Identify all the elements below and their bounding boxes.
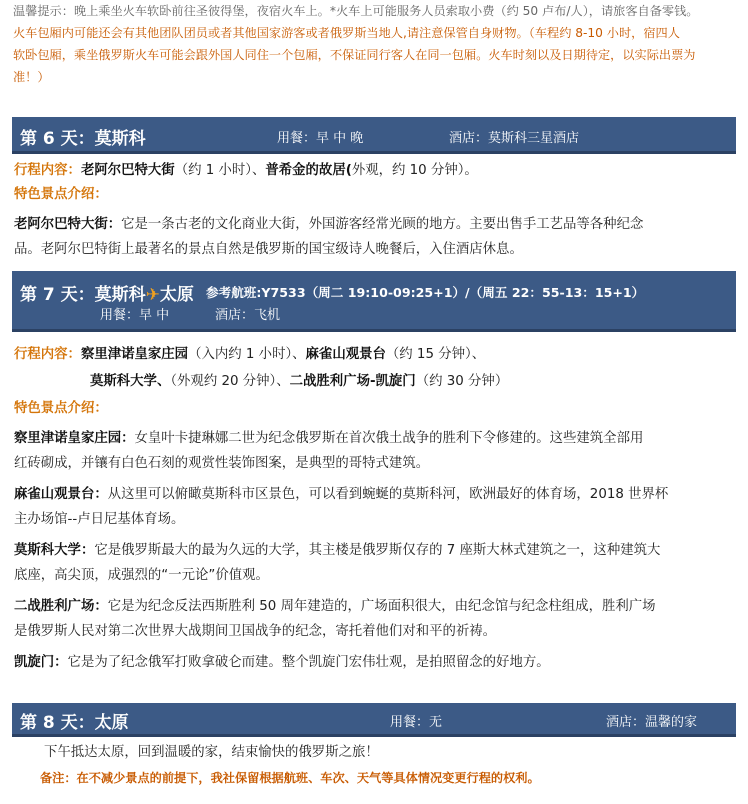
tip-line-3: 软卧包厢，乘坐俄罗斯火车可能会跟外国人同住一个包厢，不保证同行客人在同一包厢。火车时刻以及日期待定，以实际出票为 [13,48,696,62]
day6-arbat-title: 老阿尔巴特大街： [14,217,122,232]
day7-spot-tsaritsyno: 察里津诺皇家庄园 [80,347,189,362]
day7-itinerary-2 [14,371,734,393]
day6-meals: 用餐：早 中 晚 [277,131,364,146]
tip-line-2: 火车包厢内可能还会有其他团队团员或者其他国家游客或者俄罗斯当地人,请注意保管自身财物。（车程约 8-10 小时，宿四人 [13,26,680,40]
day6-feature-label: 特色景点介绍： [14,187,108,202]
day7-tsaritsyno-title: 察里津诺皇家庄园： [14,431,135,446]
day7-meals: 用餐：早 中 [100,308,170,323]
day6-header [12,117,736,154]
day6-body [14,160,734,262]
day7-hotel: 酒店：飞机 [215,308,281,323]
tip-line-1 [13,0,735,22]
day7-msu-line2: 底座，高尖顶，成强烈的“一元论”价值观。 [14,568,269,583]
day6-hotel: 酒店：莫斯科三星酒店 [449,131,580,146]
day6-spot-pushkin: 普希金的故居( [265,163,352,178]
day7-arch-title: 凯旋门： [14,655,68,670]
day7-msu-desc [14,538,734,588]
day6-arbat-line1: 它是一条古老的文化商业大街，外国游客经常光顾的地方。主要出售手工艺品等各种纪念 [121,217,644,232]
day8-hotel: 酒店：温馨的家 [606,715,698,730]
day8-meals: 用餐：无 [390,715,443,730]
day7-itinerary-label: 行程内容： [14,347,81,362]
tip-line-4: 准！） [13,70,50,84]
day7-arch-desc [14,650,734,675]
day7-msu-title: 莫斯科大学： [14,543,95,558]
day6-spot-arbat-time: （约 1 小时）、 [174,163,266,178]
day6-spot-arbat: 老阿尔巴特大街 [80,163,175,178]
day8-title: 第 8 天：太原 [20,713,129,733]
day7-title-to: 太原 [159,285,194,305]
day6-arbat-line2: 品。老阿尔巴特街上最著名的景点自然是俄罗斯的国宝级诗人晚餐后，入住酒店休息。 [14,242,523,257]
day7-tsaritsyno-line2: 红砖砌成，并镶有白色石刻的观赏性装饰图案，是典型的哥特式建筑。 [14,456,430,471]
day6-arbat-desc [14,212,734,262]
day8-note: 备注：在不减少景点的前提下，我社保留根据航班、车次、天气等具体情况变更行程的权利。 [40,771,540,785]
day7-spot-msu: 莫斯科大学、 [90,374,171,389]
day7-victory-title: 二战胜利广场： [14,599,108,614]
day7-sparrow-line2: 主办场馆--卢日尼基体育场。 [14,512,185,527]
day7-sparrow-line1: 从这里可以俯瞰莫斯科市区景色，可以看到蜿蜒的莫斯科河，欧洲最好的体育场，2018 世界杯 [107,487,669,502]
day6-itinerary [14,160,734,182]
day7-spot-victory: 二战胜利广场-凯旋门 [289,374,416,389]
day6-itinerary-label: 行程内容： [14,163,81,178]
tip-label: 温馨提示： [13,4,74,18]
day7-title [20,280,194,305]
day7-spot-msu-time: （外观约 20 分钟）、 [170,374,290,389]
day7-arch-line1: 它是为了纪念俄军打败拿破仑而建。整个凯旋门宏伟壮观，是拍照留念的好地方。 [67,655,550,670]
day7-spot-victory-time: （约 30 分钟） [415,374,509,389]
airplane-icon: ✈ [145,285,160,305]
day7-spot-sparrow: 麻雀山观景台 [305,347,386,362]
day7-victory-desc [14,594,734,644]
day7-sparrow-desc [14,482,734,532]
day7-spot-tsaritsyno-time: （入内约 1 小时）、 [188,347,306,362]
day7-itinerary-1 [14,344,734,366]
day6-spot-pushkin-time: 外观，约 10 分钟）。 [351,163,478,178]
travel-tip [13,0,735,88]
day7-spot-sparrow-time: （约 15 分钟）、 [385,347,486,362]
day7-victory-line2: 是俄罗斯人民对第二次世界大战期间卫国战争的纪念，寄托着他们对和平的祈祷。 [14,624,497,639]
day8-text: 下午抵达太原，回到温暖的家，结束愉快的俄罗斯之旅！ [44,745,379,760]
day7-body [14,344,734,675]
tip-train-note: 晚上乘坐火车软卧前往圣彼得堡，夜宿火车上。 [73,4,330,18]
day7-tsaritsyno-desc [14,426,734,476]
day7-victory-line1: 它是为纪念反法西斯胜利 50 周年建造的，广场面积很大，由纪念馆与纪念柱组成，胜利广场 [107,599,656,614]
day7-flight: 参考航班:Y7533（周二 19:10-09:25+1）/（周五 22：55-13：15+1） [206,285,645,300]
day7-sparrow-title: 麻雀山观景台： [14,487,108,502]
day7-title-from: 第 7 天：莫斯科 [20,285,146,305]
day7-tsaritsyno-line1: 女皇叶卡捷琳娜二世为纪念俄罗斯在首次俄土战争的胜利下令修建的。这些建筑全部用 [134,431,644,446]
tip-tip-note: *火车上可能服务人员索取小费（约 50 卢布/人），请旅客自备零钱。 [329,4,699,18]
day7-feature-label: 特色景点介绍： [14,401,108,416]
day8-header [12,703,736,737]
day6-title: 第 6 天：莫斯科 [20,129,146,149]
day7-header [12,271,736,332]
day7-msu-line1: 它是俄罗斯最大的最为久远的大学，其主楼是俄罗斯仅存的 7 座斯大林式建筑之一，这种建筑大 [94,543,661,558]
